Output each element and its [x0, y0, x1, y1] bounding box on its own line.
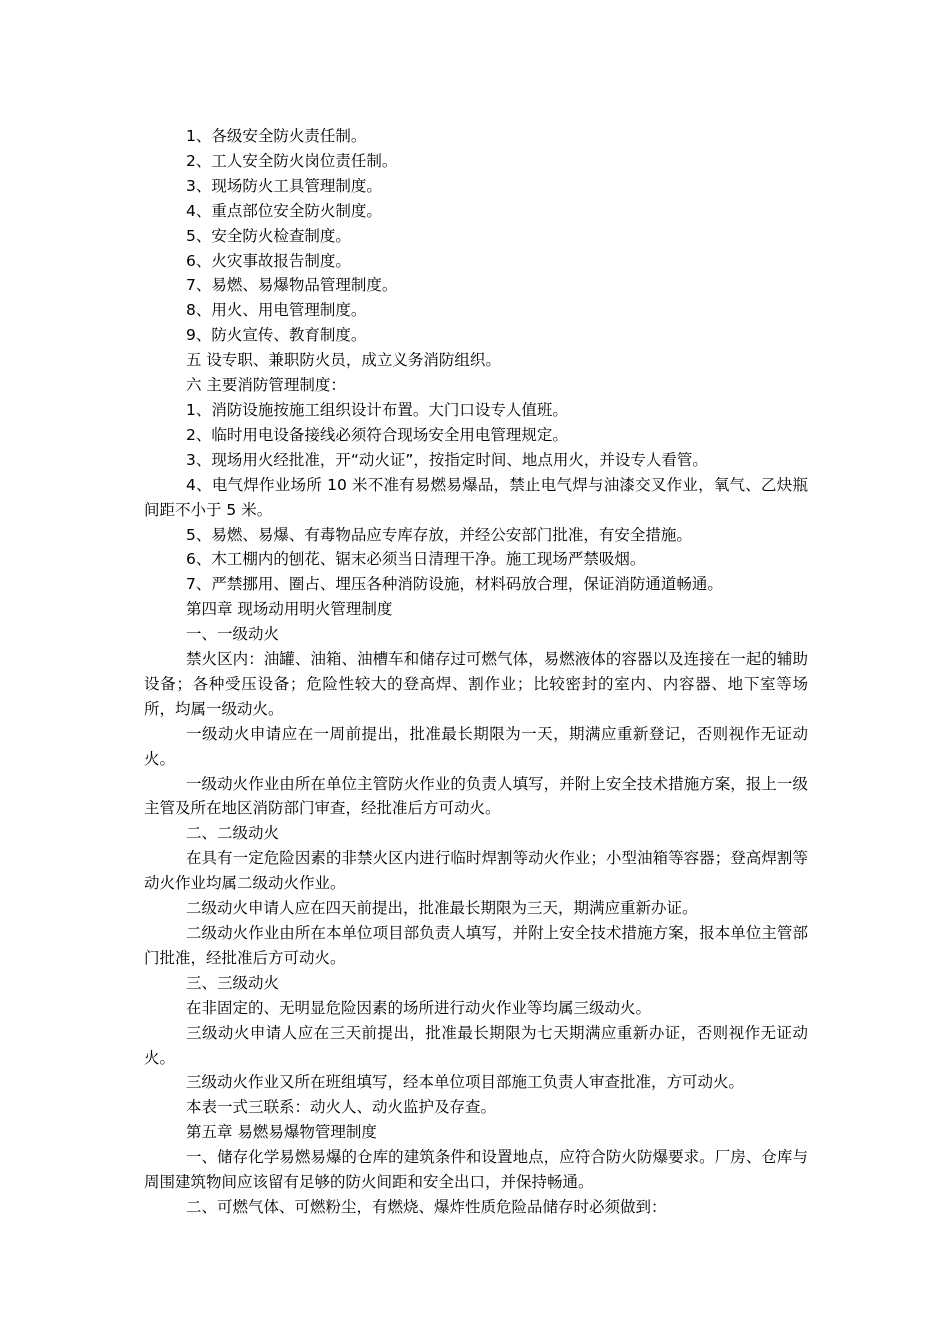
chapter-heading: 第四章 现场动用明火管理制度: [186, 600, 393, 619]
body-paragraph: 在非固定的、无明显危险因素的场所进行动火作业等均属三级动火。: [186, 998, 652, 1017]
body-paragraph: 三级动火作业又所在班组填写，经本单位项目部施工负责人审查批准，方可动火。: [186, 1073, 745, 1092]
body-paragraph: 一级动火作业由所在单位主管防火作业的负责人填写，并附上安全技术措施方案，报上一级主管及所在地区消防部门审查，经批准后方可动火。: [144, 774, 808, 818]
list-item: 1、各级安全防火责任制。: [186, 127, 367, 145]
chapter-heading: 第五章 易燃易爆物管理制度: [186, 1123, 377, 1142]
list-item: 4、重点部位安全防火制度。: [186, 201, 382, 220]
list-item: 5、易燃、易爆、有毒物品应专库存放，并经公安部门批准，有安全措施。: [186, 525, 692, 544]
body-paragraph: 本表一式三联系：动火人、动火监护及存查。: [186, 1098, 497, 1117]
body-paragraph: 禁火区内：油罐、油箱、油槽车和储存过可燃气体，易燃液体的容器以及连接在一起的辅助设备；各种受压设备；危险性较大的登高焊、割作业；比较密封的室内、内容器、地下室等场所，均属一级动火。: [144, 650, 808, 718]
section-heading: 三、三级动火: [186, 973, 280, 992]
section-heading: 二、二级动火: [186, 824, 280, 843]
list-item: 1、消防设施按施工组织设计布置。大门口设专人值班。: [186, 400, 568, 419]
list-item: 7、易燃、易爆物品管理制度。: [186, 276, 398, 295]
section-heading: 六 主要消防管理制度：: [186, 376, 346, 395]
list-item: 3、现场用火经批准，开“动火证”，按指定时间、地点用火，并设专人看管。: [186, 450, 708, 469]
section-heading: 五 设专职、兼职防火员，成立义务消防组织。: [186, 351, 501, 370]
body-paragraph: 在具有一定危险因素的非禁火区内进行临时焊割等动火作业；小型油箱等容器；登高焊割等动火作业均属二级动火作业。: [144, 849, 808, 893]
list-item: 6、火灾事故报告制度。: [186, 251, 351, 270]
list-item: 2、工人安全防火岗位责任制。: [186, 151, 398, 170]
list-item: 4、电气焊作业场所 10 米不准有易燃易爆品，禁止电气焊与油漆交叉作业，氧气、乙炔瓶间距不小于 5 米。: [144, 475, 808, 519]
body-paragraph: 二级动火申请人应在四天前提出，批准最长期限为三天，期满应重新办证。: [186, 899, 698, 918]
list-item: 9、防火宣传、教育制度。: [186, 326, 367, 345]
body-paragraph: 二、可燃气体、可燃粉尘，有燃烧、爆炸性质危险品储存时必须做到：: [186, 1197, 667, 1216]
list-item: 2、临时用电设备接线必须符合现场安全用电管理规定。: [186, 425, 568, 444]
body-paragraph: 一级动火申请应在一周前提出，批准最长期限为一天，期满应重新登记，否则视作无证动火。: [144, 724, 808, 768]
section-heading: 一、一级动火: [186, 625, 280, 644]
body-paragraph: 二级动火作业由所在本单位项目部负责人填写，并附上安全技术措施方案，报本单位主管部门批准，经批准后方可动火。: [144, 924, 808, 967]
body-paragraph: 一、储存化学易燃易爆的仓库的建筑条件和设置地点，应符合防火防爆要求。厂房、仓库与周围建筑物间应该留有足够的防火间距和安全出口，并保持畅通。: [144, 1148, 808, 1192]
list-item: 3、现场防火工具管理制度。: [186, 176, 382, 195]
document-body: [144, 124, 808, 1220]
list-item: 6、木工棚内的刨花、锯末必须当日清理干净。施工现场严禁吸烟。: [186, 550, 646, 569]
list-item: 7、严禁挪用、圈占、埋压各种消防设施，材料码放合理，保证消防通道畅通。: [186, 575, 723, 594]
body-paragraph: 三级动火申请人应在三天前提出，批准最长期限为七天期满应重新办证，否则视作无证动火。: [144, 1023, 808, 1067]
list-item: 5、安全防火检查制度。: [186, 226, 351, 245]
list-item: 8、用火、用电管理制度。: [186, 301, 367, 320]
